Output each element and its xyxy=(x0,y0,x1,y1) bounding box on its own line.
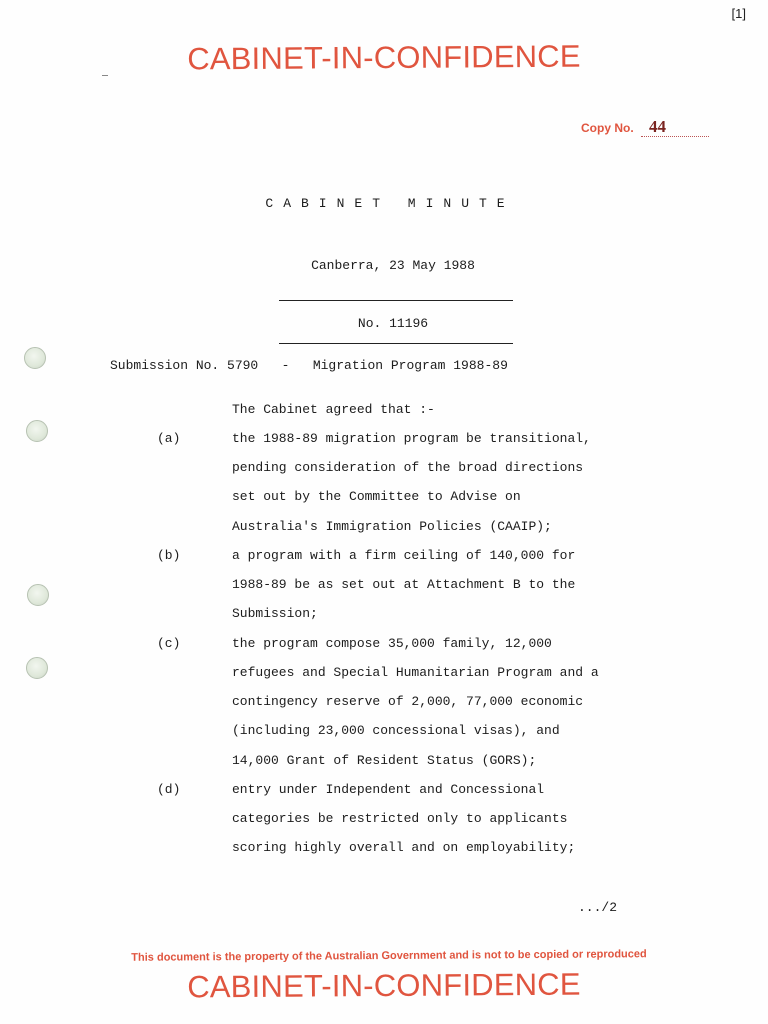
minute-number: No. 11196 xyxy=(357,316,429,331)
item-label-a: (a) xyxy=(157,431,181,446)
binder-hole xyxy=(27,584,49,606)
item-d-line: scoring highly overall and on employability; xyxy=(232,840,576,855)
item-c-line: (including 23,000 concessional visas), and xyxy=(232,723,560,738)
classification-banner-top: CABINET-IN-CONFIDENCE xyxy=(187,38,581,77)
copy-number-value: 44 xyxy=(641,118,709,137)
submission-line: Submission No. 5790 - Migration Program 1988-89 xyxy=(110,358,508,373)
item-b-line: 1988-89 be as set out at Attachment B to the xyxy=(232,577,576,592)
item-a-line: set out by the Committee to Advise on xyxy=(232,489,521,504)
item-c-line: contingency reserve of 2,000, 77,000 economic xyxy=(232,694,584,709)
item-d-line: entry under Independent and Concessional xyxy=(232,782,545,797)
agreement-intro: The Cabinet agreed that :- xyxy=(232,402,435,417)
item-label-c: (c) xyxy=(157,636,181,651)
property-notice: This document is the property of the Australian Government and is not to be copied or reproduced xyxy=(131,948,647,964)
item-c-line: the program compose 35,000 family, 12,000 xyxy=(232,636,552,651)
item-a-line: Australia's Immigration Policies (CAAIP); xyxy=(232,519,552,534)
page-continuation: .../2 xyxy=(578,900,618,915)
divider-lower xyxy=(279,343,513,344)
item-label-b: (b) xyxy=(157,548,181,563)
item-c-line: 14,000 Grant of Resident Status (GORS); xyxy=(232,753,537,768)
item-c-line: refugees and Special Humanitarian Program and a xyxy=(232,665,599,680)
item-d-line: categories be restricted only to applicants xyxy=(232,811,568,826)
item-a-line: pending consideration of the broad directions xyxy=(232,460,584,475)
classification-banner-bottom: CABINET-IN-CONFIDENCE xyxy=(187,966,581,1005)
place-date: Canberra, 23 May 1988 xyxy=(311,258,475,273)
document-type-heading: CABINET MINUTE xyxy=(265,196,515,211)
item-b-line: Submission; xyxy=(232,606,318,621)
item-a-line: the 1988-89 migration program be transitional, xyxy=(232,431,591,446)
copy-number-label: Copy No. xyxy=(581,121,634,135)
page-reference: [1] xyxy=(731,6,746,21)
item-label-d: (d) xyxy=(157,782,181,797)
copy-number-stamp xyxy=(581,118,709,137)
scan-speck xyxy=(102,75,108,76)
binder-hole xyxy=(24,347,46,369)
divider-upper xyxy=(279,300,513,301)
binder-hole xyxy=(26,657,48,679)
item-b-line: a program with a firm ceiling of 140,000 for xyxy=(232,548,576,563)
binder-hole xyxy=(26,420,48,442)
